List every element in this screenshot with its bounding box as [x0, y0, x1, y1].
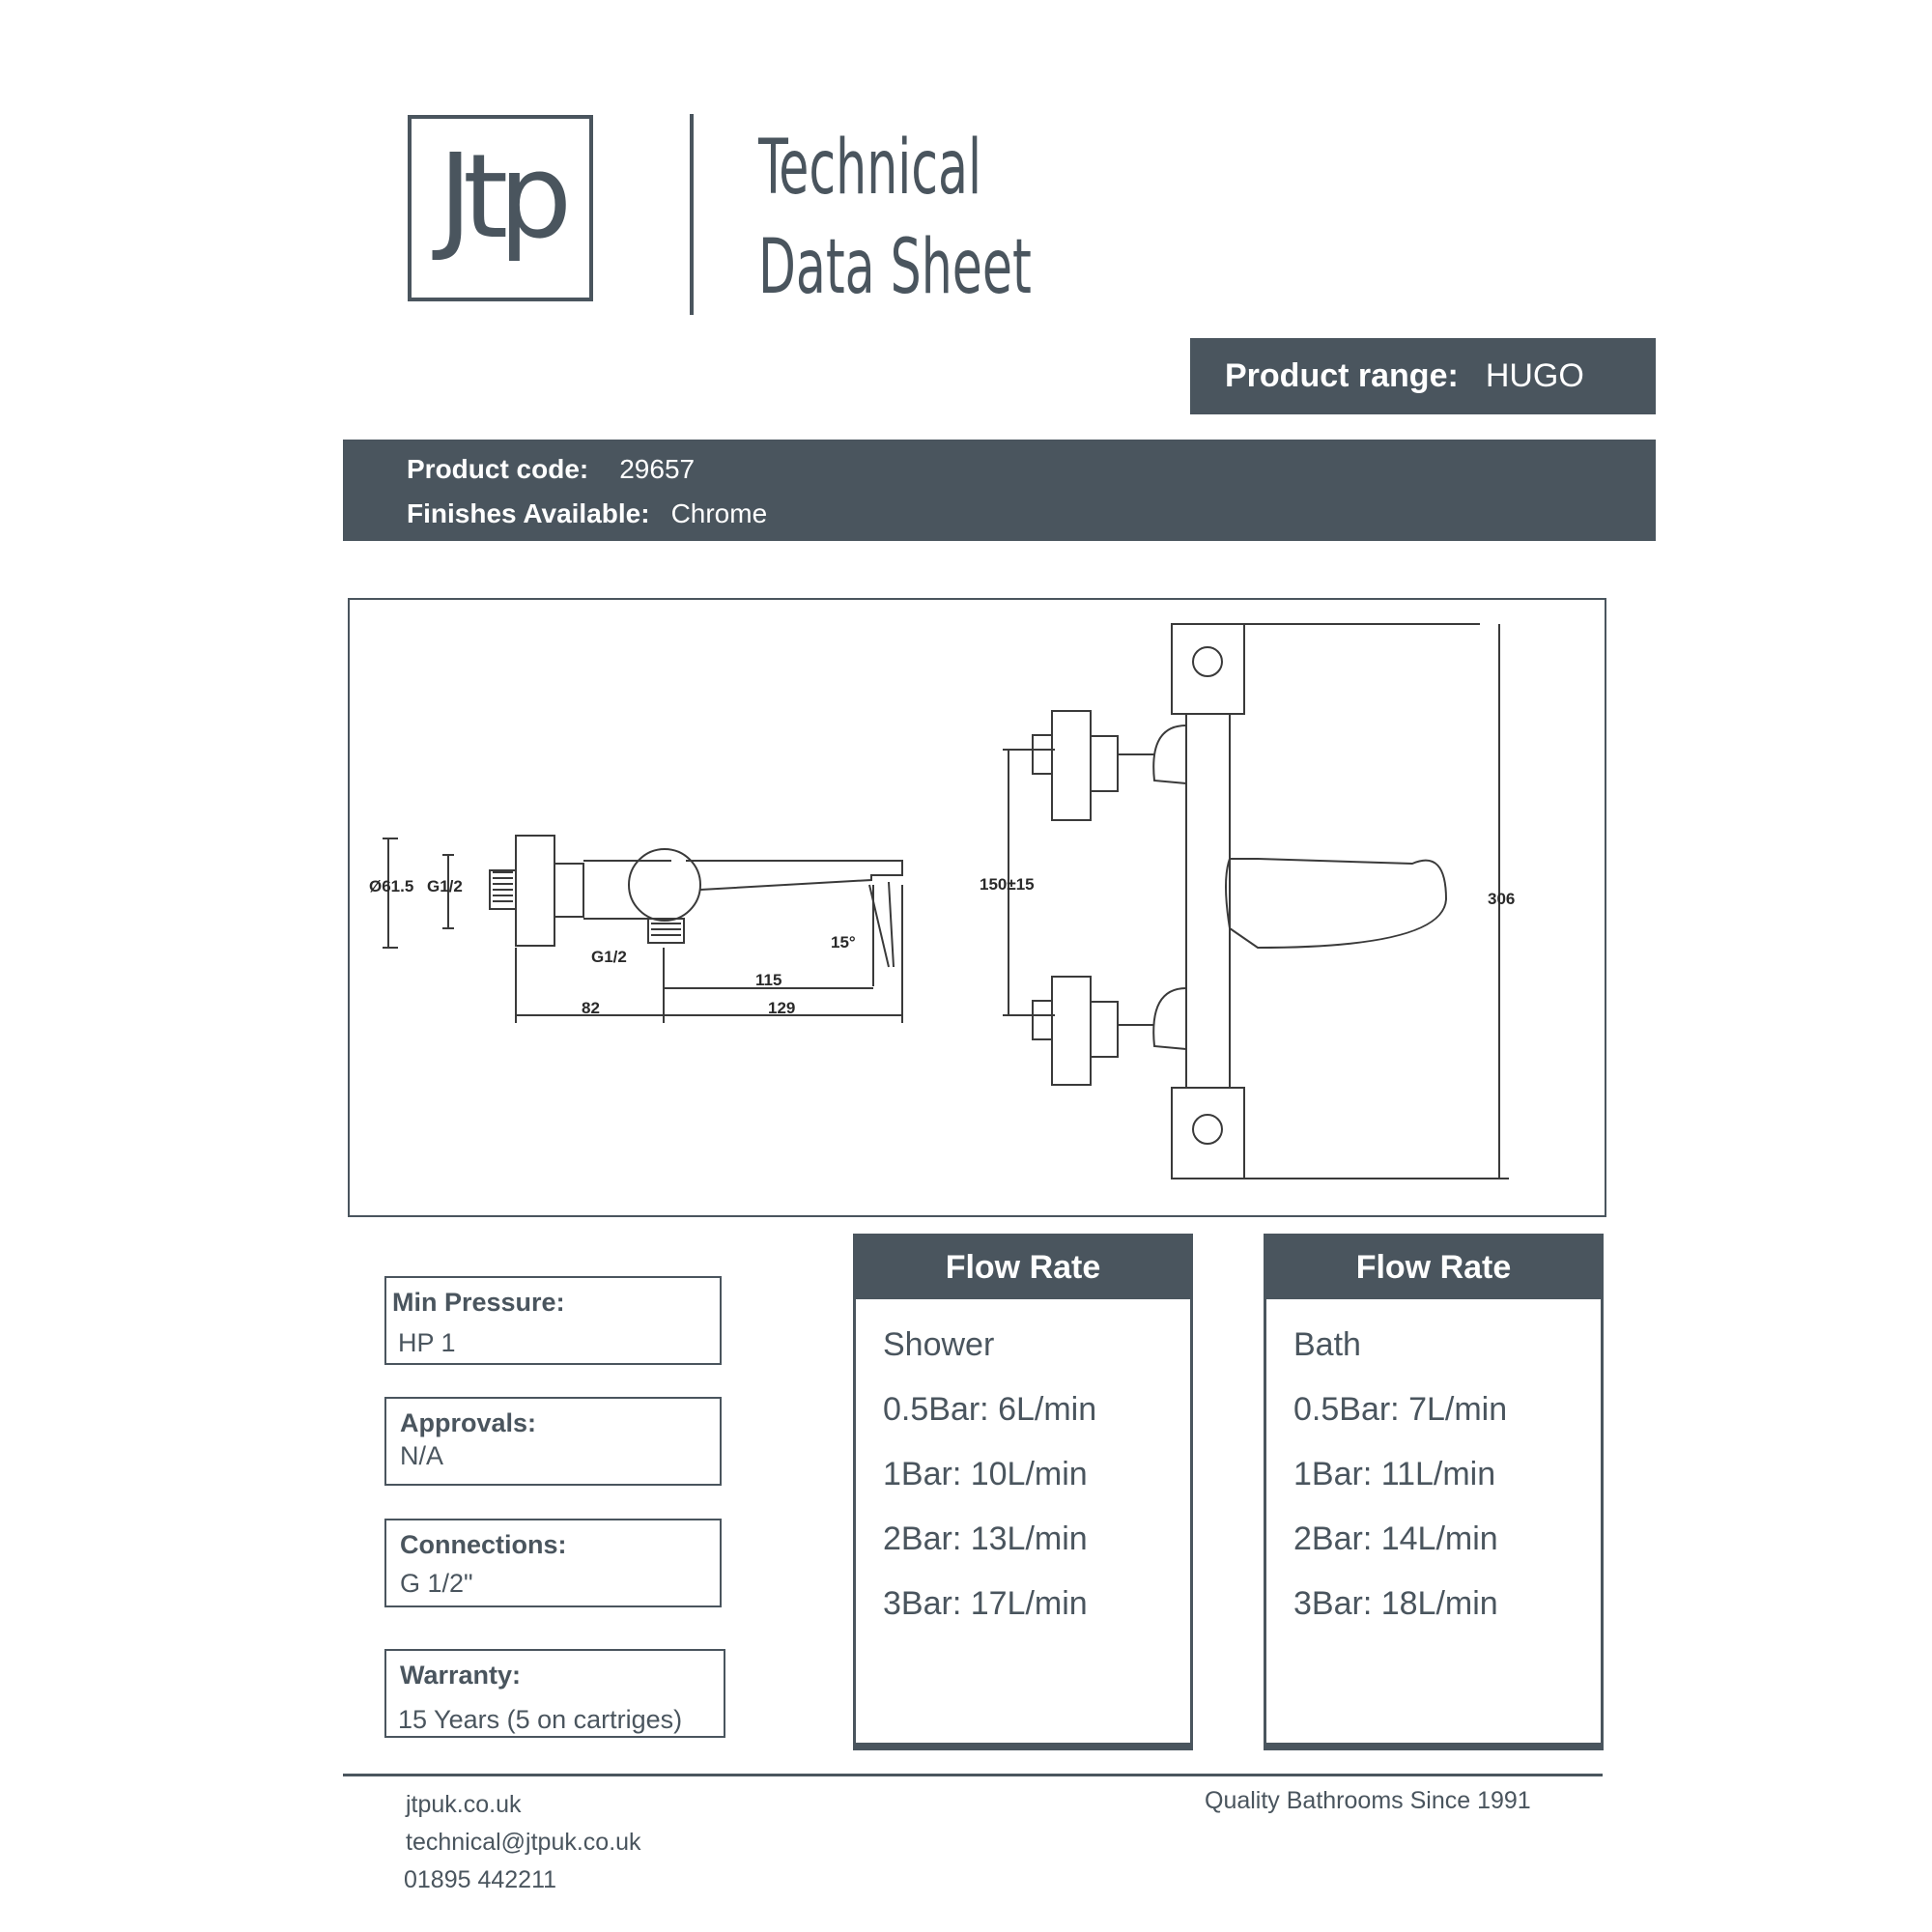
dim-angle: 15° — [831, 933, 856, 952]
spec-warranty-value: 15 Years (5 on cartriges) — [398, 1705, 683, 1734]
flow-rate-bath-list — [1266, 1299, 1601, 1636]
dim-thread-bottom: G1/2 — [591, 948, 627, 966]
spec-min-pressure-value: HP 1 — [398, 1328, 456, 1357]
dim-thread-side: G1/2 — [427, 877, 463, 895]
finishes-row — [407, 498, 767, 529]
footer-divider — [343, 1774, 1603, 1776]
side-body-outline — [583, 861, 671, 919]
flow-rate-bath-panel — [1264, 1234, 1604, 1750]
product-range-bar — [1190, 338, 1656, 414]
technical-drawing — [348, 598, 1606, 1217]
page-title-line2: Data Sheet — [758, 224, 1032, 311]
front-upper-eccentric — [1052, 711, 1091, 820]
spec-approvals-label: Approvals: — [400, 1408, 537, 1437]
brand-logo — [408, 115, 593, 301]
front-lower-eccentric — [1052, 977, 1091, 1085]
footer-website-link[interactable]: jtpuk.co.uk — [406, 1791, 522, 1818]
spec-warranty-label: Warranty: — [400, 1661, 522, 1690]
dim-spout-reach: 115 — [755, 971, 782, 989]
spec-min-pressure — [384, 1276, 722, 1365]
list-item: 0.5Bar: 6L/min — [883, 1391, 1097, 1428]
front-bottom-bracket — [1172, 1088, 1244, 1179]
footer-email-link[interactable]: technical@jtpuk.co.uk — [406, 1829, 641, 1856]
dim-spout-length: 129 — [768, 999, 796, 1017]
page-title-line1: Technical — [758, 125, 982, 212]
list-item: 1Bar: 10L/min — [883, 1456, 1088, 1492]
dim-centres: 150±15 — [980, 875, 1035, 894]
list-item: Bath — [1293, 1326, 1361, 1363]
product-range-label: Product range: — [1225, 357, 1459, 394]
finishes-value: Chrome — [670, 498, 768, 528]
dim-height: 306 — [1488, 890, 1516, 908]
list-item: 3Bar: 18L/min — [1293, 1585, 1498, 1622]
header-divider — [690, 114, 694, 315]
list-item: 0.5Bar: 7L/min — [1293, 1391, 1508, 1428]
footer-phone: 01895 442211 — [404, 1866, 557, 1893]
flow-rate-shower-title: Flow Rate — [856, 1236, 1190, 1299]
product-code-row — [407, 454, 695, 485]
spec-connections-label: Connections: — [400, 1530, 567, 1559]
spec-connections — [384, 1519, 722, 1607]
height-dimension — [1244, 624, 1509, 1179]
finishes-label: Finishes Available: — [407, 498, 650, 528]
front-body — [1186, 714, 1230, 1088]
list-item: Shower — [883, 1326, 995, 1363]
footer-tagline: Quality Bathrooms Since 1991 — [1205, 1787, 1531, 1814]
product-code-label: Product code: — [407, 454, 589, 484]
spec-warranty — [384, 1649, 725, 1738]
front-upper-arm — [1153, 725, 1186, 783]
list-item: 2Bar: 13L/min — [883, 1520, 1088, 1557]
list-item: 1Bar: 11L/min — [1293, 1456, 1496, 1492]
spec-approvals-value: N/A — [400, 1441, 444, 1470]
product-code-value: 29657 — [619, 454, 696, 484]
technical-drawing-svg — [350, 600, 1608, 1219]
front-control-lever — [1226, 859, 1446, 948]
side-wall-flange — [516, 836, 554, 946]
side-outlet-thread — [648, 919, 684, 943]
front-lower-arm — [1153, 988, 1186, 1049]
side-collar — [554, 864, 583, 917]
dim-diameter: Ø61.5 — [369, 877, 414, 895]
spec-approvals — [384, 1397, 722, 1486]
flow-rate-shower-list — [856, 1299, 1190, 1636]
product-range-value: HUGO — [1485, 357, 1584, 394]
flow-rate-shower-panel — [853, 1234, 1193, 1750]
front-top-bracket — [1172, 624, 1244, 714]
list-item: 3Bar: 17L/min — [883, 1585, 1088, 1622]
list-item: 2Bar: 14L/min — [1293, 1520, 1498, 1557]
flow-rate-bath-title: Flow Rate — [1266, 1236, 1601, 1299]
spec-connections-value: G 1/2" — [400, 1569, 473, 1598]
product-info-bar — [343, 440, 1656, 541]
brand-logo-text: Jtp — [438, 130, 563, 265]
dim-depth: 82 — [582, 999, 600, 1017]
spec-min-pressure-label: Min Pressure: — [392, 1288, 565, 1317]
